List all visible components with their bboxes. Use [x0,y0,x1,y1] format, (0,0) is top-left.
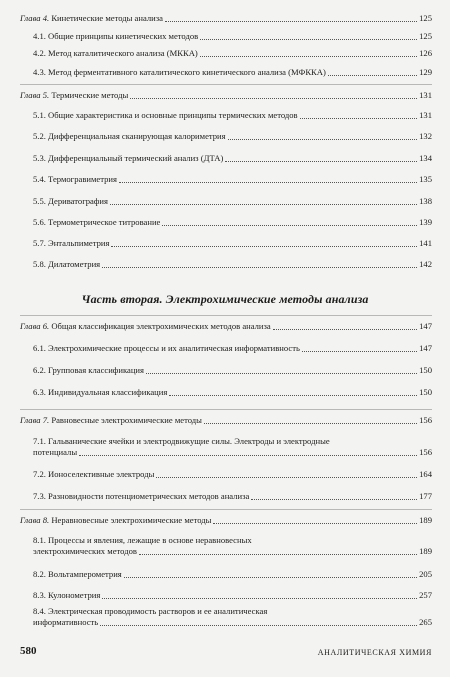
section-title: 5.8. Дилатометрия [33,259,101,269]
section-title: 4.2. Метод каталитического анализа (МККА) [33,48,198,58]
page-number: 142 [419,259,432,269]
page-number: 147 [419,321,432,331]
page-number: 189 [419,546,432,556]
toc-section-5-5 [33,196,432,207]
toc-section-7-1 [33,436,432,458]
leader-dots [130,98,417,99]
page-number: 150 [419,387,432,397]
section-title: 4.3. Метод ферментативного каталитического кинетического анализа (МФККА) [33,67,326,77]
leader-dots [328,75,417,76]
toc-chapter-6 [20,321,432,332]
section-title: 5.2. Дифференциальная сканирующая калориметрия [33,131,226,141]
toc-section-6-3 [33,387,432,398]
section-title: 5.5. Дериватография [33,196,108,206]
leader-dots [146,373,417,374]
toc-section-5-8 [33,259,432,270]
chapter-prefix: Глава 7. [20,415,50,425]
section-title: 4.1. Общие принципы кинетических методов [33,31,199,41]
toc-section-5-1 [33,110,432,121]
page-folio: 580 [20,645,37,657]
running-title: АНАЛИТИЧЕСКАЯ ХИМИЯ [317,648,432,657]
section-title: 5.4. Термогравиметрия [33,174,117,184]
chapter-title: Термические методы [51,90,129,100]
leader-dots [225,161,417,162]
page-number: 125 [419,31,432,41]
leader-dots [111,246,417,247]
page-number: 131 [419,90,432,100]
chapter-prefix: Глава 8. [20,515,50,525]
chapter-title: Общая классификация электрохимических методов анализа [51,321,271,331]
section-title: 7.3. Разновидности потенциометрических методов анализа [33,491,250,501]
page-number: 147 [419,343,432,353]
page-number: 177 [419,491,432,501]
toc-chapter-4 [20,13,432,24]
section-title: 8.3. Кулонометрия [33,590,101,600]
leader-dots [200,39,417,40]
toc-section-5-6 [33,217,432,228]
page-number: 156 [419,415,432,425]
section-title: 6.3. Индивидуальная классификация [33,387,168,397]
page-number: 134 [419,153,432,163]
leader-dots [165,21,417,22]
separator-line [20,409,432,410]
leader-dots [110,204,417,205]
leader-dots [251,499,417,500]
toc-chapter-8 [20,515,432,526]
toc-chapter-7 [20,415,432,426]
page-number: 125 [419,13,432,23]
page-number: 265 [419,617,432,627]
page-number: 257 [419,590,432,600]
section-title-line1: 7.1. Гальванические ячейки и электродвижущие силы. Электроды и электродные [33,436,330,446]
chapter-title: Неравновесные электрохимические методы [51,515,212,525]
toc-section-5-4 [33,174,432,185]
toc-section-5-2 [33,131,432,142]
section-title-line2: информативность [33,617,99,627]
toc-section-8-2 [33,569,432,580]
section-title-line1: 8.4. Электрическая проводимость растворов и ее аналитическая [33,606,268,616]
page-number: 150 [419,365,432,375]
leader-dots [273,329,417,330]
section-title-line1: 8.1. Процессы и явления, лежащие в основе неравновесных [33,535,252,545]
leader-dots [156,477,417,478]
leader-dots [119,182,417,183]
toc-section-5-7 [33,238,432,249]
toc-section-7-2 [33,469,432,480]
toc-section-6-1 [33,343,432,354]
section-title-line2: электрохимических методов [33,546,137,556]
chapter-prefix: Глава 5. [20,90,50,100]
page-number: 129 [419,67,432,77]
section-title: 7.2. Ионоселективные электроды [33,469,155,479]
page-number: 164 [419,469,432,479]
leader-dots [79,455,417,456]
section-title-line2: потенциалы [33,447,78,457]
page-number: 131 [419,110,432,120]
leader-dots [102,267,417,268]
toc-section-6-2 [33,365,432,376]
page-number: 205 [419,569,432,579]
toc-section-4-3 [33,67,432,78]
page-number: 141 [419,238,432,248]
leader-dots [200,56,417,57]
toc-section-5-3 [33,153,432,164]
chapter-prefix: Глава 6. [20,321,50,331]
toc-section-8-4 [33,606,432,628]
section-title: 5.3. Дифференциальный термический анализ (ДТА) [33,153,224,163]
leader-dots [300,118,417,119]
separator-line [20,84,432,85]
section-title: 6.1. Электрохимические процессы и их аналитическая информативность [33,343,300,353]
toc-section-8-3 [33,590,432,601]
toc-chapter-5 [20,90,432,101]
section-title: 8.2. Вольтамперометрия [33,569,122,579]
toc-section-8-1 [33,535,432,557]
leader-dots [139,554,417,555]
leader-dots [213,523,417,524]
part-heading: Часть вторая. Электрохимические методы анализа [81,292,369,306]
page-number: 156 [419,447,432,457]
page-number: 126 [419,48,432,58]
toc-section-7-3 [33,491,432,502]
chapter-title: Равновесные электрохимические методы [51,415,202,425]
leader-dots [302,351,417,352]
page-number: 132 [419,131,432,141]
section-title: 5.6. Термометрическое титрование [33,217,161,227]
page-number: 189 [419,515,432,525]
leader-dots [169,395,417,396]
section-title: 6.2. Групповая классификация [33,365,144,375]
leader-dots [100,625,417,626]
separator-line [20,315,432,316]
leader-dots [124,577,417,578]
section-title: 5.1. Общие характеристика и основные принципы термических методов [33,110,298,120]
toc-section-4-2 [33,48,432,59]
page-number: 138 [419,196,432,206]
separator-line [20,509,432,510]
leader-dots [228,139,418,140]
toc-section-4-1 [33,31,432,42]
leader-dots [162,225,417,226]
leader-dots [204,423,417,424]
page-number: 139 [419,217,432,227]
chapter-title: Кинетические методы анализа [51,13,163,23]
chapter-prefix: Глава 4. [20,13,50,23]
page-number: 135 [419,174,432,184]
leader-dots [102,598,417,599]
section-title: 5.7. Энтальпиметрия [33,238,110,248]
